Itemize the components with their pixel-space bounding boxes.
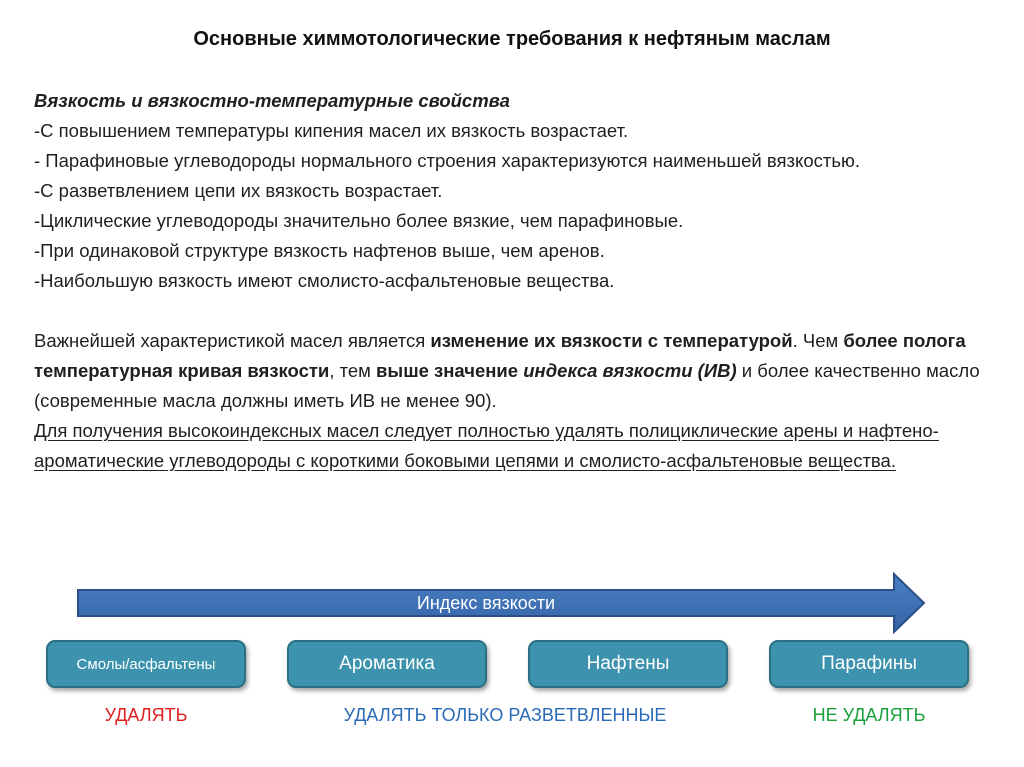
box-resins-asphaltenes: Смолы/асфальтены — [46, 640, 246, 688]
box-aromatics: Ароматика — [287, 640, 487, 688]
viscosity-paragraph: Важнейшей характеристикой масел является изменение их вязкости с температурой. Чем более полога температурная кривая вязкости, тем выше значение индекса вязкости (ИВ) и более качественно масло (современные масла должны иметь ИВ не менее 90). — [34, 330, 980, 411]
bullet-line: -С разветвлением цепи их вязкость возрастает. — [34, 180, 443, 201]
box-paraffins: Парафины — [769, 640, 969, 688]
slide-body — [34, 86, 994, 476]
bullet-line: -С повышением температуры кипения масел их вязкость возрастает. — [34, 120, 629, 141]
slide-title: Основные химмотологические требования к нефтяным маслам — [193, 28, 831, 50]
arrow-label: Индекс вязкости — [416, 592, 556, 613]
bullet-line: -При одинаковой структуре вязкость нафтенов выше, чем аренов. — [34, 240, 605, 261]
label-do-not-remove: НЕ УДАЛЯТЬ — [812, 705, 926, 725]
section-heading: Вязкость и вязкостно-температурные свойства — [34, 90, 510, 111]
box-naphthenes: Нафтены — [528, 640, 728, 688]
label-remove: УДАЛЯТЬ — [104, 705, 188, 725]
label-remove-branched-only: УДАЛЯТЬ ТОЛЬКО РАЗВЕТВЛЕННЫЕ — [343, 705, 667, 725]
viscosity-index-arrow — [76, 572, 928, 634]
bullet-line: -Циклические углеводороды значительно более вязкие, чем парафиновые. — [34, 210, 684, 231]
bullet-line: -Наибольшую вязкость имеют смолисто-асфальтеновые вещества. — [34, 270, 615, 291]
bullet-line: - Парафиновые углеводороды нормального строения характеризуются наименьшей вязкостью. — [34, 150, 860, 171]
underlined-conclusion: Для получения высокоиндексных масел следует полностью удалять полициклические арены и нафтено-ароматические углеводороды с короткими боковыми цепями и смолисто-асфальтеновые вещества. — [34, 420, 939, 471]
